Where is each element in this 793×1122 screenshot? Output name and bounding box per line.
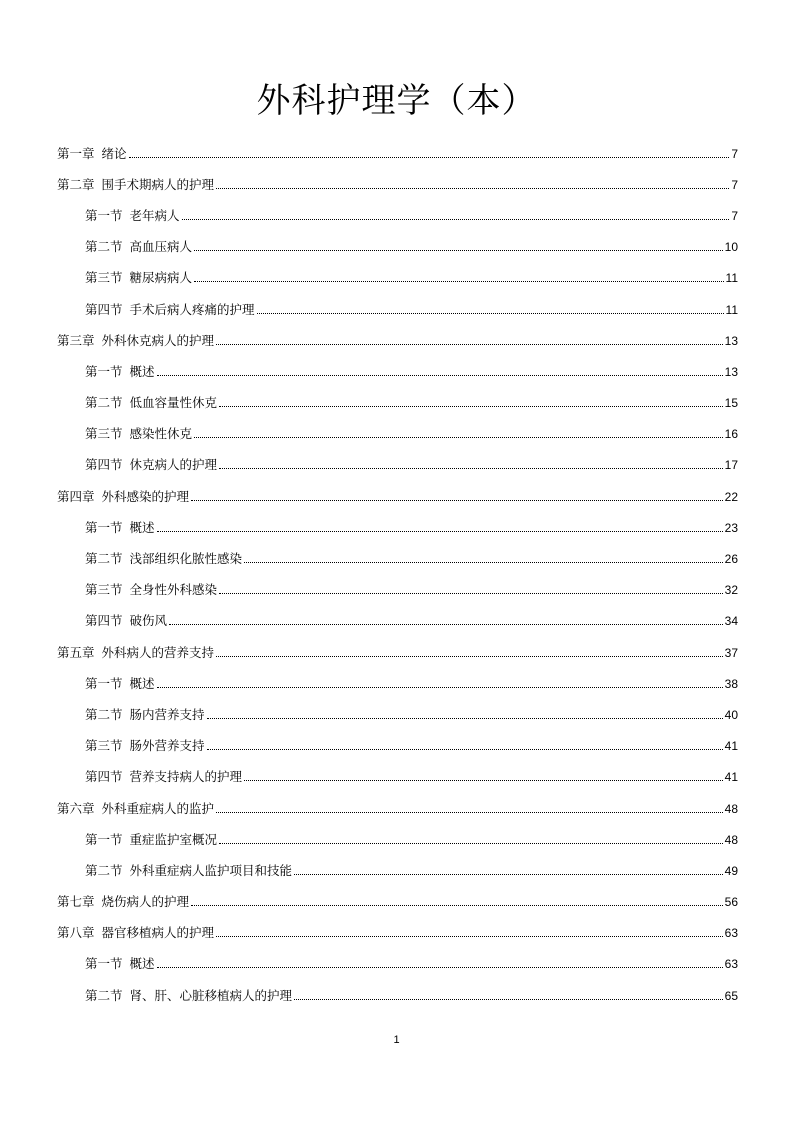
toc-section-entry[interactable]	[57, 512, 738, 543]
toc-entry-page: 23	[724, 520, 738, 535]
toc-chapter-entry[interactable]	[57, 637, 738, 668]
toc-entry-number: 第四节	[85, 769, 123, 785]
toc-entry-number: 第八章	[57, 925, 95, 941]
toc-section-entry[interactable]	[57, 356, 738, 387]
toc-chapter-entry[interactable]	[57, 325, 738, 356]
toc-entry-label	[85, 988, 292, 1004]
toc-section-entry[interactable]	[57, 263, 738, 294]
page-number: 1	[393, 1034, 400, 1046]
toc-entry-label	[85, 270, 192, 286]
toc-entry-page: 22	[724, 489, 738, 504]
dot-leader	[219, 467, 723, 469]
dot-leader	[216, 655, 723, 657]
toc-entry-title: 概述	[129, 675, 155, 691]
toc-entry-number: 第二节	[85, 239, 123, 255]
toc-entry-number: 第二节	[85, 987, 123, 1003]
toc-entry-label	[57, 146, 127, 162]
toc-chapter-entry[interactable]	[57, 138, 738, 169]
toc-entry-label	[57, 333, 214, 349]
toc-entry-title: 休克病人的护理	[129, 457, 218, 473]
toc-entry-title: 器官移植病人的护理	[101, 925, 215, 941]
toc-section-entry[interactable]	[57, 855, 738, 886]
toc-entry-label	[57, 801, 214, 817]
toc-entry-title: 糖尿病病人	[129, 270, 193, 286]
dot-leader	[194, 280, 724, 282]
toc-section-entry[interactable]	[57, 200, 738, 231]
toc-entry-title: 肠外营养支持	[129, 738, 205, 754]
toc-entry-title: 老年病人	[129, 207, 180, 223]
toc-entry-label	[85, 832, 217, 848]
toc-entry-title: 全身性外科感染	[129, 582, 218, 598]
dot-leader	[219, 842, 723, 844]
dot-leader	[157, 686, 723, 688]
toc-entry-page: 41	[724, 770, 738, 785]
toc-entry-title: 重症监护室概况	[129, 831, 218, 847]
dot-leader	[216, 343, 723, 345]
toc-entry-page: 49	[724, 863, 738, 878]
toc-chapter-entry[interactable]	[57, 481, 738, 512]
toc-entry-number: 第二节	[85, 395, 123, 411]
toc-entry-label	[57, 925, 214, 941]
toc-entry-page: 63	[724, 957, 738, 972]
toc-entry-title: 外科重症病人监护项目和技能	[129, 862, 293, 878]
dot-leader	[191, 499, 723, 501]
toc-entry-page: 7	[731, 208, 738, 223]
toc-entry-page: 48	[724, 801, 738, 816]
dot-leader	[169, 623, 723, 625]
toc-entry-number: 第一节	[85, 207, 123, 223]
toc-entry-title: 肠内营养支持	[129, 706, 205, 722]
dot-leader	[216, 935, 723, 937]
toc-entry-number: 第一节	[85, 519, 123, 535]
toc-entry-title: 破伤风	[129, 613, 168, 629]
toc-entry-number: 第二节	[85, 706, 123, 722]
dot-leader	[157, 966, 723, 968]
dot-leader	[194, 436, 723, 438]
toc-entry-page: 37	[724, 645, 738, 660]
toc-entry-label	[85, 520, 155, 536]
toc-chapter-entry[interactable]	[57, 793, 738, 824]
toc-entry-page: 7	[731, 146, 738, 161]
toc-chapter-entry[interactable]	[57, 918, 738, 949]
toc-entry-page: 38	[724, 676, 738, 691]
toc-section-entry[interactable]	[57, 762, 738, 793]
toc-entry-number: 第二节	[85, 551, 123, 567]
dot-leader	[294, 998, 723, 1000]
toc-entry-number: 第三节	[85, 270, 123, 286]
table-of-contents	[57, 138, 738, 1011]
toc-entry-label	[57, 489, 189, 505]
toc-entry-label	[85, 769, 242, 785]
toc-entry-number: 第四节	[85, 301, 123, 317]
toc-entry-label	[85, 364, 155, 380]
toc-entry-title: 手术后病人疼痛的护理	[129, 301, 255, 317]
dot-leader	[244, 561, 723, 563]
toc-entry-page: 17	[724, 458, 738, 473]
toc-entry-label	[85, 551, 242, 567]
toc-entry-page: 13	[724, 333, 738, 348]
toc-entry-label	[85, 302, 255, 318]
toc-section-entry[interactable]	[57, 699, 738, 730]
toc-section-entry[interactable]	[57, 388, 738, 419]
toc-section-entry[interactable]	[57, 949, 738, 980]
toc-entry-page: 40	[724, 707, 738, 722]
toc-entry-title: 围手术期病人的护理	[101, 176, 215, 192]
toc-entry-label	[57, 177, 214, 193]
toc-entry-label	[57, 645, 214, 661]
toc-entry-number: 第二节	[85, 862, 123, 878]
toc-entry-title: 外科休克病人的护理	[101, 332, 215, 348]
toc-entry-number: 第三节	[85, 738, 123, 754]
toc-entry-page: 16	[724, 427, 738, 442]
toc-entry-title: 烧伤病人的护理	[101, 894, 190, 910]
dot-leader	[219, 405, 723, 407]
dot-leader	[157, 374, 723, 376]
dot-leader	[207, 717, 723, 719]
toc-entry-number: 第三节	[85, 582, 123, 598]
toc-entry-page: 26	[724, 552, 738, 567]
toc-entry-page: 11	[725, 302, 738, 317]
toc-entry-title: 概述	[129, 956, 155, 972]
toc-entry-label	[85, 395, 217, 411]
toc-entry-title: 概述	[129, 519, 155, 535]
toc-entry-number: 第一章	[57, 145, 95, 161]
dot-leader	[191, 904, 723, 906]
toc-entry-number: 第一节	[85, 675, 123, 691]
toc-chapter-entry[interactable]	[57, 887, 738, 918]
dot-leader	[244, 779, 723, 781]
toc-entry-label	[85, 956, 155, 972]
toc-entry-page: 56	[724, 895, 738, 910]
toc-entry-page: 10	[724, 240, 738, 255]
toc-entry-title: 外科重症病人的监护	[101, 800, 215, 816]
toc-entry-title: 浅部组织化脓性感染	[129, 551, 243, 567]
toc-entry-title: 低血容量性休克	[129, 395, 218, 411]
toc-entry-page: 41	[724, 739, 738, 754]
dot-leader	[194, 249, 723, 251]
dot-leader	[216, 811, 723, 813]
toc-entry-number: 第四章	[57, 488, 95, 504]
toc-section-entry[interactable]	[57, 606, 738, 637]
toc-entry-number: 第四节	[85, 613, 123, 629]
toc-section-entry[interactable]	[57, 419, 738, 450]
dot-leader	[294, 873, 723, 875]
toc-entry-number: 第三节	[85, 426, 123, 442]
toc-entry-title: 高血压病人	[129, 239, 193, 255]
toc-entry-page: 11	[725, 271, 738, 286]
toc-entry-page: 13	[724, 364, 738, 379]
toc-entry-label	[85, 676, 155, 692]
toc-chapter-entry[interactable]	[57, 169, 738, 200]
toc-entry-number: 第六章	[57, 800, 95, 816]
toc-entry-number: 第三章	[57, 332, 95, 348]
toc-entry-title: 感染性休克	[129, 426, 193, 442]
toc-entry-label	[85, 426, 192, 442]
dot-leader	[157, 530, 723, 532]
dot-leader	[207, 748, 723, 750]
toc-entry-label	[85, 613, 167, 629]
document-title: 外科护理学（本）	[256, 81, 537, 121]
toc-entry-title: 外科病人的营养支持	[101, 644, 215, 660]
toc-entry-label	[85, 863, 292, 879]
toc-entry-title: 外科感染的护理	[101, 488, 190, 504]
toc-entry-number: 第七章	[57, 894, 95, 910]
toc-entry-label	[85, 208, 180, 224]
toc-section-entry[interactable]	[57, 543, 738, 574]
toc-entry-page: 65	[724, 988, 738, 1003]
toc-entry-page: 48	[724, 832, 738, 847]
toc-entry-page: 15	[724, 396, 738, 411]
toc-entry-number: 第四节	[85, 457, 123, 473]
dot-leader	[182, 218, 730, 220]
dot-leader	[219, 592, 723, 594]
toc-section-entry[interactable]	[57, 668, 738, 699]
toc-entry-title: 营养支持病人的护理	[129, 769, 243, 785]
toc-entry-title: 概述	[129, 363, 155, 379]
toc-entry-label	[85, 707, 205, 723]
toc-entry-label	[85, 738, 205, 754]
toc-entry-label	[85, 582, 217, 598]
toc-entry-page: 34	[724, 614, 738, 629]
toc-entry-number: 第一节	[85, 363, 123, 379]
toc-entry-title: 绪论	[101, 145, 127, 161]
toc-entry-label	[57, 894, 189, 910]
toc-section-entry[interactable]	[57, 294, 738, 325]
dot-leader	[216, 187, 729, 189]
toc-entry-number: 第二章	[57, 176, 95, 192]
toc-entry-number: 第一节	[85, 831, 123, 847]
toc-entry-label	[85, 239, 192, 255]
toc-entry-page: 63	[724, 926, 738, 941]
toc-entry-number: 第一节	[85, 956, 123, 972]
toc-entry-page: 7	[731, 177, 738, 192]
toc-section-entry[interactable]	[57, 824, 738, 855]
toc-section-entry[interactable]	[57, 575, 738, 606]
toc-section-entry[interactable]	[57, 232, 738, 263]
toc-entry-number: 第五章	[57, 644, 95, 660]
toc-section-entry[interactable]	[57, 450, 738, 481]
dot-leader	[129, 156, 730, 158]
toc-entry-page: 32	[724, 583, 738, 598]
toc-section-entry[interactable]	[57, 980, 738, 1011]
toc-section-entry[interactable]	[57, 731, 738, 762]
dot-leader	[257, 312, 724, 314]
toc-entry-label	[85, 457, 217, 473]
toc-entry-title: 肾、肝、心脏移植病人的护理	[129, 987, 293, 1003]
